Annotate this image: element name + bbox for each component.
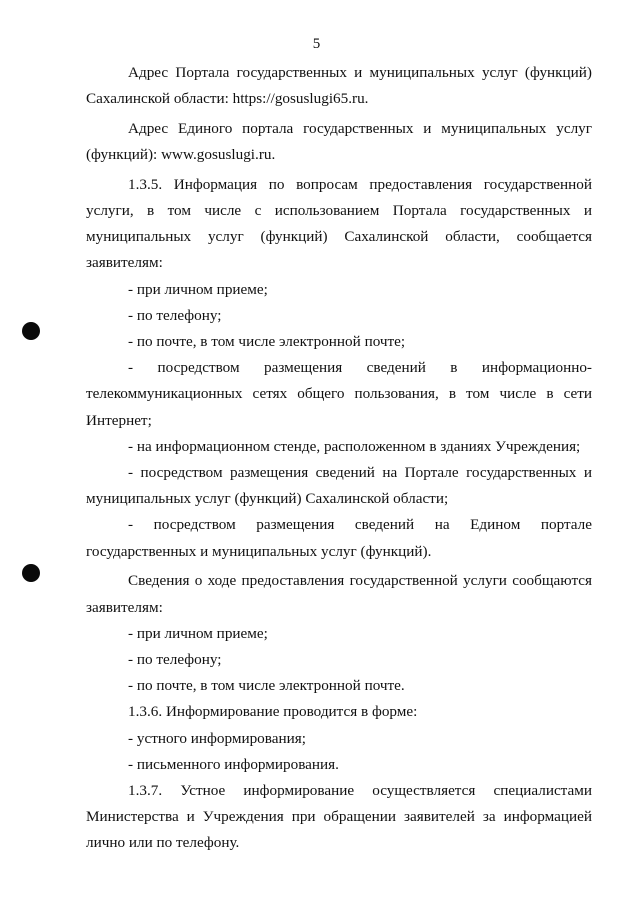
list-item: - устного информирования; — [128, 729, 306, 747]
list-item: - по почте, в том числе электронной почте; — [128, 333, 406, 351]
paragraph-1-3-7: 1.3.7. Устное информирование осуществляется специалистами Министерства и Учреждения при обращении заявителей за информацией лично или по телефону. — [86, 781, 592, 852]
list-item: - при личном приеме; — [128, 624, 268, 642]
list-item: - посредством размещения сведений на Портале государственных и муниципальных услуг (функций) Сахалинской области; — [86, 464, 592, 508]
list-item: - посредством размещения сведений на Едином портале государственных и муниципальных услуг (функций). — [86, 516, 592, 560]
list-item: - при личном приеме; — [128, 280, 268, 298]
punch-hole — [22, 322, 40, 340]
paragraph-status-info: Сведения о ходе предоставления государственной услуги сообщаются заявителям: — [86, 572, 592, 616]
list-item: - по телефону; — [128, 306, 222, 324]
paragraph-unified-portal-address: Адрес Единого портала государственных и муниципальных услуг (функций): www.gosuslugi.ru. — [86, 119, 592, 164]
list-item: - по почте, в том числе электронной почте. — [128, 677, 405, 695]
list-item: - посредством размещения сведений в информационно-телекоммуникационных сетях общего пользования, в том числе в сети Интернет; — [86, 359, 592, 429]
page-number: 5 — [312, 36, 321, 52]
punch-hole — [22, 564, 40, 582]
list-item: - письменного информирования. — [128, 755, 339, 773]
document-body — [86, 60, 592, 857]
list-item: - на информационном стенде, расположенном в зданиях Учреждения; — [128, 437, 581, 455]
paragraph-1-3-5: 1.3.5. Информация по вопросам предоставления государственной услуги, в том числе с использованием Портала государственных и муниципальных услуг (функций) Сахалинской области, сообщается заявителям: — [86, 175, 592, 272]
paragraph-1-3-6: 1.3.6. Информирование проводится в форме: — [128, 703, 418, 721]
list-item: - по телефону; — [128, 650, 222, 668]
paragraph-portal-address: Адрес Портала государственных и муниципальных услуг (функций) Сахалинской области: https://gosuslugi65.ru. — [86, 64, 592, 108]
